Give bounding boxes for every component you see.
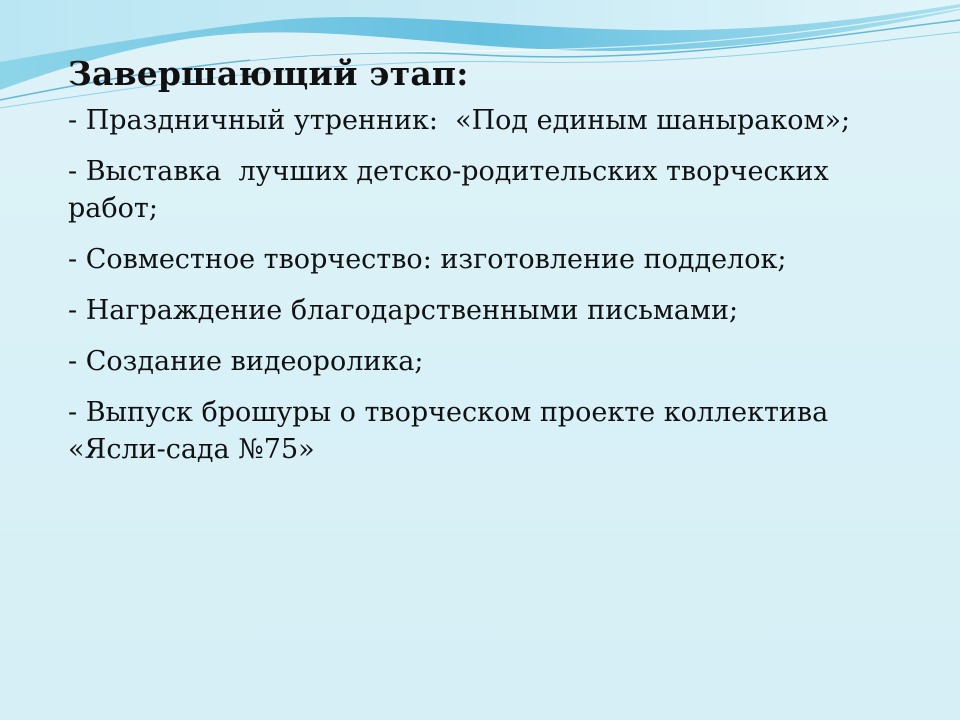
- list-item: - Выпуск брошуры о творческом проекте коллектива «Ясли-сада №75»: [68, 397, 837, 465]
- slide-content: [68, 52, 908, 482]
- list-item: - Создание видеоролика;: [68, 346, 424, 377]
- list-item: - Совместное творчество: изготовление подделок;: [68, 244, 787, 275]
- list-item: - Выставка лучших детско-родительских творческих работ;: [68, 156, 838, 224]
- list-item: - Награждение благодарственными письмами;: [68, 295, 739, 326]
- slide-title: Завершающий этап:: [68, 54, 469, 93]
- list-item: - Праздничный утренник: «Под единым шаныраком»;: [68, 105, 851, 136]
